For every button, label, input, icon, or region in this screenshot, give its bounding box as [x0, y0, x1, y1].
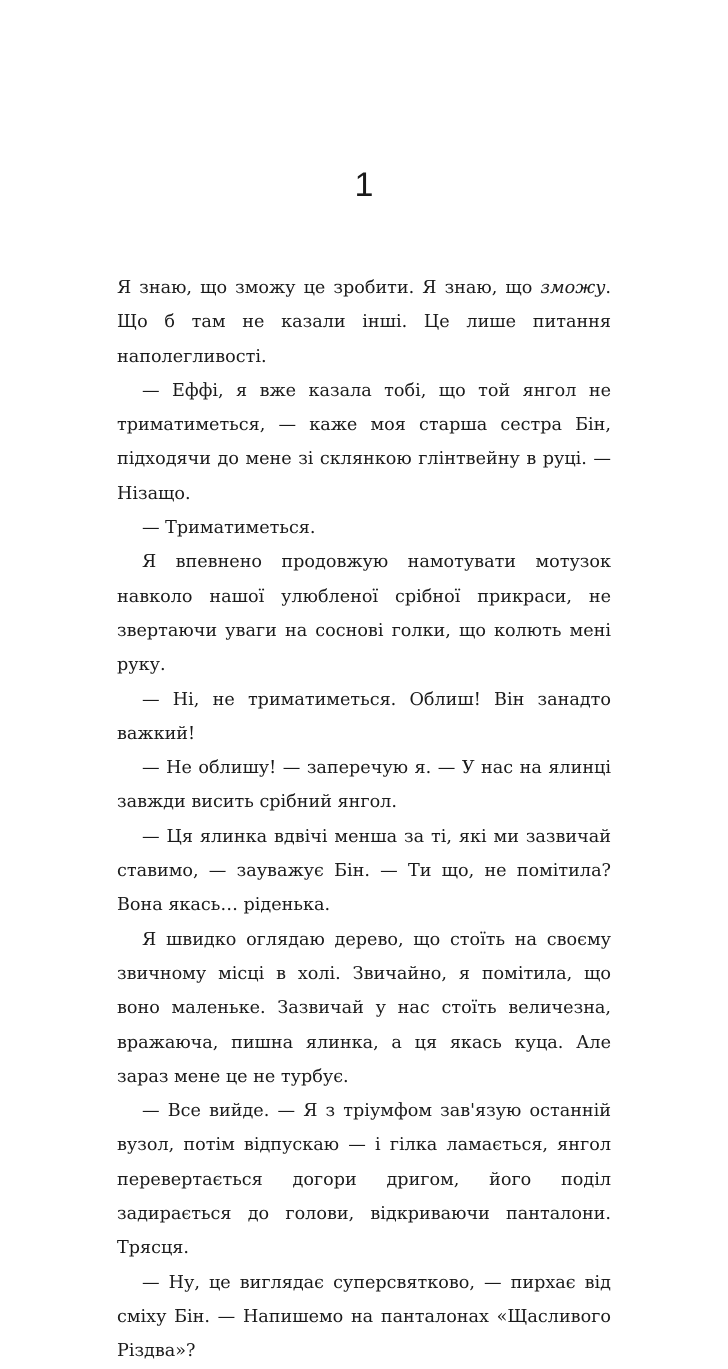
paragraph: — Все вийде. — Я з тріумфом зав'язую останній вузол, потім відпускаю — і гілка ламається, янгол перевертається догори дригом, його поділ задирається до голови, відкриваючи панталони. Трясця. — [117, 1101, 611, 1259]
emphasis-text: зможу — [540, 278, 606, 298]
chapter-number: 1 — [354, 166, 374, 204]
paragraph: — Еффі, я вже казала тобі, що той янгол не триматиметься, — каже моя старша сестра Бін, підходячи до мене зі склянкою глінтвейну в руці. — Нізащо. — [117, 380, 611, 504]
text-run: . Що б там не казали інші. Це лише питання наполегливості. — [117, 278, 611, 367]
paragraph: Я впевнено продовжую намотувати мотузок навколо нашої улюбленої срібної прикраси, не звертаючи уваги на соснові голки, що колють мені руку. — [117, 552, 611, 676]
body-text — [117, 271, 611, 1369]
paragraph — [117, 271, 611, 374]
paragraph: — Ні, не триматиметься. Облиш! Він занадто важкий! — [117, 689, 611, 744]
paragraph: — Триматиметься. — [142, 518, 316, 539]
paragraph: Я швидко оглядаю дерево, що стоїть на своєму звичному місці в холі. Звичайно, я помітила, що воно маленьке. Зазвичай у нас стоїть величезна, вражаюча, пишна ялинка, а ця якась куца. Але зараз мене це не турбує. — [117, 929, 611, 1087]
paragraph: — Ну, це виглядає суперсвятково, — пирхає від сміху Бін. — Напишемо на панталонах «Щасливого Різдва»? — [117, 1272, 611, 1362]
paragraph: — Не облишу! — заперечую я. — У нас на ялинці завжди висить срібний янгол. — [117, 758, 611, 813]
paragraph: — Ця ялинка вдвічі менша за ті, які ми зазвичай ставимо, — зауважує Бін. — Ти що, не помітила? Вона якась… ріденька. — [117, 826, 611, 916]
text-run: Я знаю, що зможу це зробити. Я знаю, що — [117, 278, 541, 298]
